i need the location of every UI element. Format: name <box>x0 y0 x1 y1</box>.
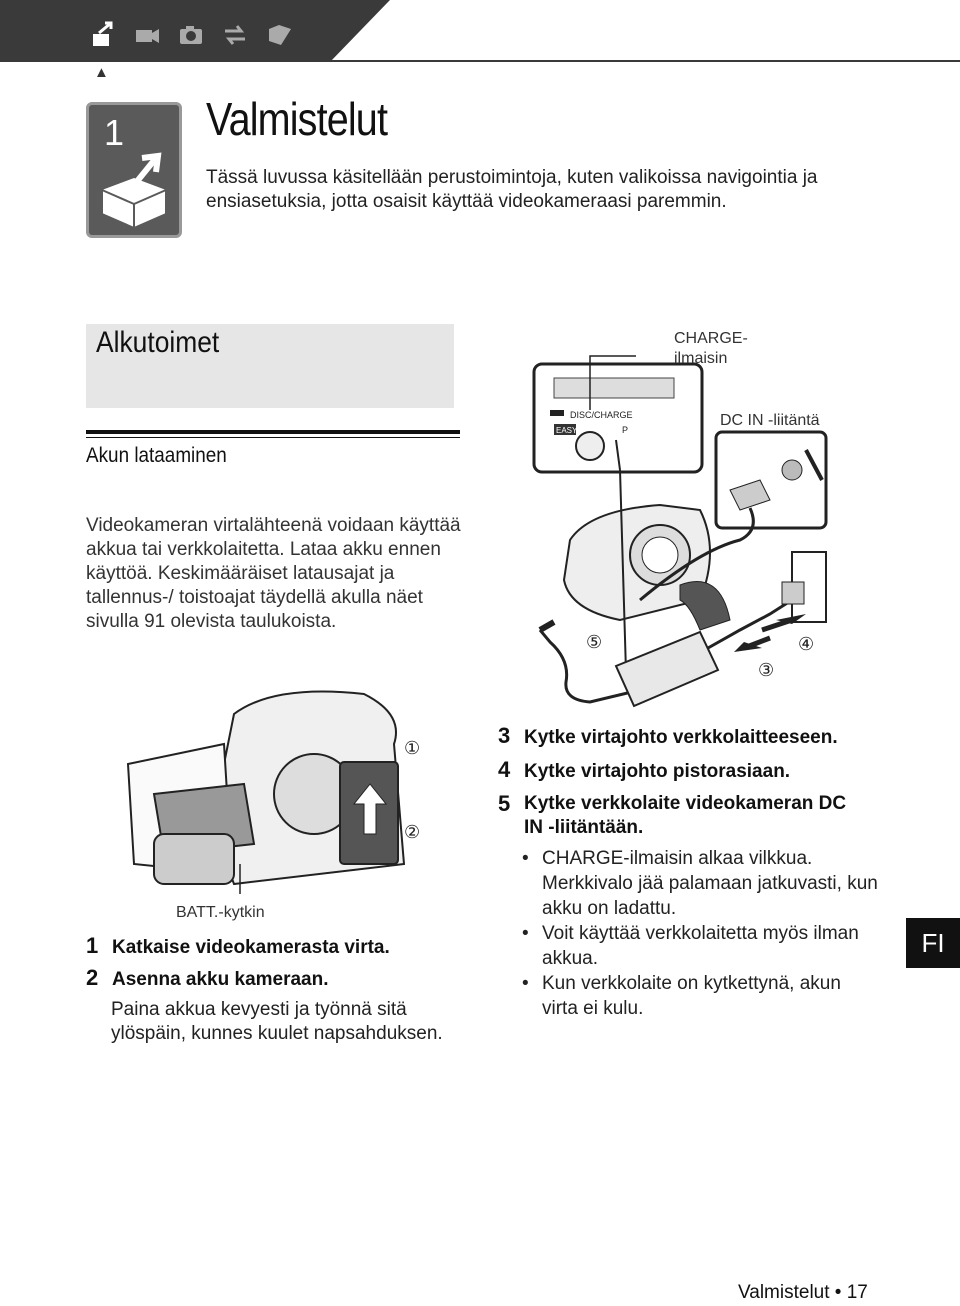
bullet-list <box>522 846 882 1021</box>
batt-switch-label: BATT.-kytkin <box>176 904 265 921</box>
step-number: 2 <box>86 965 99 990</box>
callout-3: ③ <box>758 660 775 680</box>
step-item <box>498 724 838 750</box>
video-camera-icon[interactable] <box>132 20 162 50</box>
step-text: Asenna akku kameraan. <box>112 969 329 990</box>
step-text: Kytke virtajohto pistorasiaan. <box>524 761 791 782</box>
dc-in-label: DC IN -liitäntä <box>720 412 820 429</box>
language-tab: FI <box>906 918 960 968</box>
section-paragraph: Videokameran virtalähteenä voidaan käyttää akkua tai verkkolaitetta. Lataa akku ennen käyttöä. Keskimääräiset latausajat ja tallennus-/ toistoajat täydellä akulla näet sivulla 91 olevista taulukoista. <box>86 515 461 632</box>
transfer-icon[interactable] <box>220 20 250 50</box>
page-footer <box>738 1282 868 1304</box>
step-number: 5 <box>498 791 511 816</box>
bullet-text: Voit käyttää verkkolaitetta myös ilman akkua. <box>542 923 859 969</box>
step-item <box>86 934 390 960</box>
bullet-text: Kun verkkolaite on kytkettynä, akun virta ei kulu. <box>542 973 841 1019</box>
step-number: 4 <box>498 757 511 782</box>
battery-illustration <box>114 684 434 896</box>
step-number: 1 <box>86 933 99 958</box>
footer-section: Valmistelut <box>738 1282 830 1303</box>
divider <box>86 430 460 434</box>
disc-charge-label: DISC/CHARGE <box>570 410 633 420</box>
box-arrow-icon[interactable] <box>88 20 118 50</box>
chapter-number: 1 <box>104 112 125 153</box>
divider <box>86 437 460 438</box>
step-note: Paina akkua kevyesti ja työnnä sitä ylöspäin, kunnes kuulet napsahduksen. <box>111 999 443 1044</box>
callout-5: ⑤ <box>586 632 603 652</box>
p-label: P <box>622 425 629 435</box>
list-item <box>522 921 882 971</box>
bullet-dot: • <box>522 973 529 994</box>
step-item <box>498 792 868 840</box>
step-item <box>86 966 329 992</box>
bullet-dot: • <box>522 848 529 869</box>
callout-4: ④ <box>798 634 815 654</box>
step-text: Kytke verkkolaite videokameran DC IN -liitäntään. <box>524 793 847 838</box>
box-arrow-icon <box>94 150 174 230</box>
charge-indicator-label-2: ilmaisin <box>674 350 728 367</box>
chapter-tabs <box>88 20 294 50</box>
section-title: Alkutoimet <box>96 326 220 359</box>
list-item <box>522 971 882 1021</box>
bullet-dot: • <box>522 923 529 944</box>
easy-label: EASY <box>556 426 578 435</box>
subsection-title: Akun lataaminen <box>86 444 227 467</box>
page-number: 17 <box>846 1282 868 1303</box>
page-title: Valmistelut <box>206 93 388 145</box>
callout-2: ② <box>404 822 421 842</box>
callout-1: ① <box>404 738 421 758</box>
book-icon[interactable] <box>264 20 294 50</box>
charging-illustration <box>530 330 830 710</box>
charge-indicator-label: CHARGE- <box>674 330 748 347</box>
photo-camera-icon[interactable] <box>176 20 206 50</box>
bullet-text: CHARGE-ilmaisin alkaa vilkkua. Merkkivalo jää palamaan jatkuvasti, kun akku on ladattu. <box>542 848 878 919</box>
up-arrow-icon[interactable]: ▲ <box>94 64 109 81</box>
step-text: Kytke virtajohto verkkolaitteeseen. <box>524 727 838 748</box>
step-text: Katkaise videokamerasta virta. <box>112 937 390 958</box>
chapter-intro: Tässä luvussa käsitellään perustoimintoja, kuten valikoissa navigointia ja ensiasetuksia, jotta osaisit käyttää videokameraasi paremmin. <box>206 167 818 212</box>
list-item <box>522 846 882 921</box>
footer-dot: • <box>834 1282 842 1303</box>
step-item <box>498 758 790 784</box>
step-number: 3 <box>498 723 511 748</box>
